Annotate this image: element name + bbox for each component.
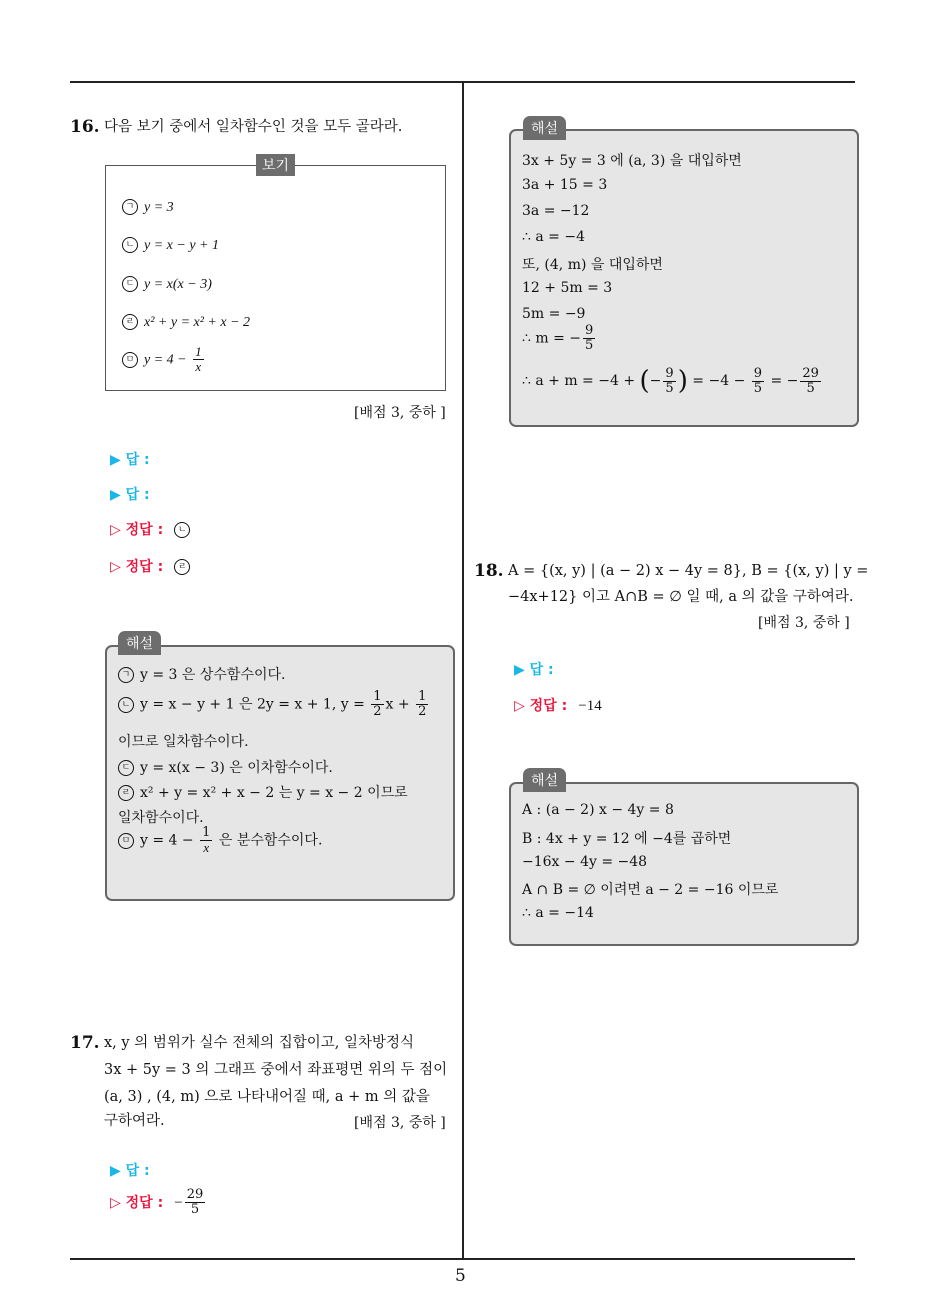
q17-line-4: 구하여라. xyxy=(104,1113,165,1129)
q18-solution xyxy=(514,695,602,715)
q16-solution-label-2: ▷ 정답 : xyxy=(110,559,164,575)
q16-points: [배점 3, 중하 ] xyxy=(354,405,446,421)
q17-line-1: x, y 의 범위가 실수 전체의 집합이고, 일차방정식 xyxy=(104,1035,414,1051)
q16-exp-frac-3-num: 1 xyxy=(202,825,211,840)
q16-exp-frac-2-den: 2 xyxy=(418,704,427,719)
q16-exp-text-7a: y = 4 − xyxy=(140,832,194,849)
q17-exp-line-6: 12 + 5m = 3 xyxy=(522,280,613,296)
q18-exp-line-3: −16x − 4y = −48 xyxy=(522,854,648,870)
q18-solution-value: −14 xyxy=(578,698,602,714)
q16-exp-text-2b: x + xyxy=(385,696,410,713)
q18-answer-label: ▶ 답 : xyxy=(514,662,554,678)
q17-exp-text-8: ∴ m = − xyxy=(522,330,581,347)
q16-exp-line-6: 일차함수이다. xyxy=(118,810,204,826)
q16-item-5 xyxy=(122,345,206,374)
q17-exp-line-2: 3a + 15 = 3 xyxy=(522,177,608,193)
q17-exp-frac-m-num: 9 xyxy=(585,323,594,338)
q18-line-2: −4x+12} 이고 A∩B = ∅ 일 때, a 의 값을 구하여라. xyxy=(508,589,854,605)
q16-item-5-expr: y = 4 − xyxy=(144,352,187,368)
q16-text: 다음 보기 중에서 일차함수인 것을 모두 골라라. xyxy=(104,119,403,135)
q16-exp-frac-1-num: 1 xyxy=(373,689,382,704)
q16-number: 16. xyxy=(70,117,100,137)
q16-exp-frac-1-den: 2 xyxy=(373,704,382,719)
q18-exp-line-4: A ∩ B = ∅ 이려면 a − 2 = −16 이므로 xyxy=(522,882,779,898)
q17-solution-label: ▷ 정답 : xyxy=(110,1195,164,1211)
q16-exp-text-4: y = x(x − 3) 은 이차함수이다. xyxy=(140,760,333,776)
q17-exp-frac-a-num: 9 xyxy=(665,365,674,381)
q17-exp-frac-b xyxy=(752,367,764,396)
q17-exp-line-3: 3a = −12 xyxy=(522,203,590,219)
q16-solution-value-2: ㄹ xyxy=(174,559,190,575)
q17-exp-line-5: 또, (4, m) 을 대입하면 xyxy=(522,257,663,273)
q17-number: 17. xyxy=(70,1033,100,1053)
q18-solution-label: ▷ 정답 : xyxy=(514,698,568,714)
q17-solution-frac xyxy=(185,1188,206,1217)
q18-number: 18. xyxy=(474,561,504,581)
q16-exp-line-1 xyxy=(118,664,285,684)
column-divider xyxy=(462,82,464,1259)
q16-item-3-mark: ㄷ xyxy=(122,276,138,292)
q17-exp-text-9b: = −4 − xyxy=(692,373,746,389)
q17-exp-frac-c-den: 5 xyxy=(806,380,815,396)
q17-exp-paren-close: ) xyxy=(677,366,688,396)
q17-exp-frac-a-den: 5 xyxy=(665,380,674,396)
q16-exp-mark-4: ㄹ xyxy=(118,785,134,801)
q16-exp-mark-3: ㄷ xyxy=(118,760,134,776)
q17-points: [배점 3, 중하 ] xyxy=(354,1115,446,1131)
q16-exp-text-2a: y = x − y + 1 은 2y = x + 1, y = xyxy=(140,696,365,713)
q16-explanation-tag: 해설 xyxy=(118,631,161,655)
q17-exp-frac-c xyxy=(800,367,821,396)
q17-solution xyxy=(110,1188,207,1217)
q16-item-1-mark: ㄱ xyxy=(122,199,138,215)
q17-exp-line-7: 5m = −9 xyxy=(522,306,586,322)
q17-exp-line-8 xyxy=(522,324,597,353)
q16-item-5-frac xyxy=(193,345,204,374)
q16-item-5-frac-den: x xyxy=(195,359,202,374)
q16-exp-line-5 xyxy=(118,782,408,802)
q18-points: [배점 3, 중하 ] xyxy=(758,615,850,631)
q16-answer-label-1: ▶ 답 : xyxy=(110,452,150,468)
q17-explanation-tag: 해설 xyxy=(523,116,566,140)
q16-exp-line-2 xyxy=(118,690,430,719)
q16-item-3 xyxy=(122,276,212,293)
q18-exp-line-5: ∴ a = −14 xyxy=(522,905,594,921)
q16-exp-frac-2-num: 1 xyxy=(418,689,427,704)
q17-exp-text-9a: ∴ a + m = −4 + xyxy=(522,373,636,389)
q16-exp-mark-2: ㄴ xyxy=(118,697,134,713)
page-number: 5 xyxy=(455,1266,466,1286)
q17-exp-frac-m xyxy=(583,324,595,353)
q16-item-1 xyxy=(122,199,174,216)
q16-bogi-label: 보기 xyxy=(256,154,295,176)
q17-exp-minus: − xyxy=(649,373,662,389)
q16-exp-text-1: y = 3 은 상수함수이다. xyxy=(140,667,286,683)
q17-solution-den: 5 xyxy=(190,1202,200,1217)
q16-exp-frac-1 xyxy=(371,690,383,719)
q17-line-2: 3x + 5y = 3 의 그래프 중에서 좌표평면 위의 두 점이 xyxy=(104,1062,448,1078)
q16-solution-value-1: ㄴ xyxy=(174,522,190,538)
q16-exp-mark-5: ㅁ xyxy=(118,833,134,849)
q16-item-5-frac-num: 1 xyxy=(195,344,202,359)
q16-exp-text-7b: 은 분수함수이다. xyxy=(218,832,323,849)
q17-solution-num: 29 xyxy=(186,1187,204,1202)
q16-exp-line-3: 이므로 일차함수이다. xyxy=(118,734,249,750)
q16-exp-frac-3 xyxy=(200,826,212,855)
q17-answer-label: ▶ 답 : xyxy=(110,1163,150,1179)
q16-item-1-expr: y = 3 xyxy=(144,200,174,215)
q16-answer-label-2: ▶ 답 : xyxy=(110,487,150,503)
q18-line-1: A = {(x, y) | (a − 2) x − 4y = 8}, B = {(x, y) | y = xyxy=(508,563,869,579)
q18-exp-line-1: A : (a − 2) x − 4y = 8 xyxy=(522,802,674,818)
q16-exp-line-7 xyxy=(118,826,322,855)
q16-item-2-expr: y = x − y + 1 xyxy=(144,238,219,253)
q17-exp-line-9 xyxy=(522,366,823,396)
q17-exp-frac-m-den: 5 xyxy=(585,338,594,353)
q16-item-2-mark: ㄴ xyxy=(122,237,138,253)
q17-solution-sign: − xyxy=(174,1195,183,1211)
q17-exp-paren-open: ( xyxy=(639,366,650,396)
q16-exp-line-4 xyxy=(118,757,333,777)
q17-exp-frac-a xyxy=(663,367,675,396)
q16-item-5-mark: ㅁ xyxy=(122,352,138,368)
q16-exp-mark-1: ㄱ xyxy=(118,667,134,683)
q17-exp-frac-b-den: 5 xyxy=(753,380,763,396)
q17-exp-line-1: 3x + 5y = 3 에 (a, 3) 을 대입하면 xyxy=(522,153,742,169)
bottom-rule xyxy=(70,1258,855,1260)
q17-exp-frac-b-num: 9 xyxy=(753,365,763,381)
q16-exp-frac-2 xyxy=(416,690,428,719)
q16-item-4-mark: ㄹ xyxy=(122,314,138,330)
q16-exp-text-5: x² + y = x² + x − 2 는 y = x − 2 이므로 xyxy=(140,785,408,801)
q16-item-3-expr: y = x(x − 3) xyxy=(144,277,212,292)
q16-item-2 xyxy=(122,237,219,254)
q17-exp-text-9c: = − xyxy=(770,373,799,389)
q18-explanation-tag: 해설 xyxy=(523,768,566,792)
q16-exp-frac-3-den: x xyxy=(203,840,210,855)
q16-solution-label-1: ▷ 정답 : xyxy=(110,522,164,538)
q17-exp-line-4: ∴ a = −4 xyxy=(522,229,585,245)
q16-solution-1 xyxy=(110,519,196,539)
q17-line-3: (a, 3) , (4, m) 으로 나타내어질 때, a + m 의 값을 xyxy=(104,1089,430,1105)
q16-item-4-expr: x² + y = x² + x − 2 xyxy=(144,315,251,330)
q17-exp-frac-c-num: 29 xyxy=(802,365,819,381)
q16-solution-2 xyxy=(110,556,196,576)
q18-exp-line-2: B : 4x + y = 12 에 −4를 곱하면 xyxy=(522,831,732,847)
q16-item-4 xyxy=(122,314,250,331)
